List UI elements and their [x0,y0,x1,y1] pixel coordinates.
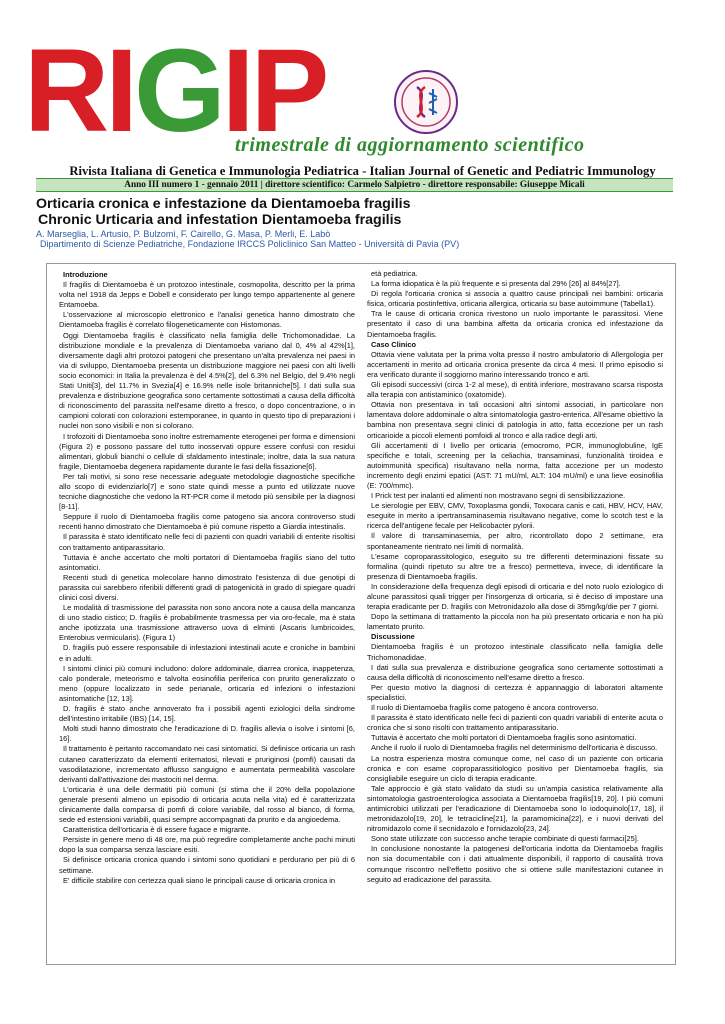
paragraph: La forma idiopatica è la più frequente e si presenta dal 29% [26] al 84%[27]. [371,279,621,289]
paragraph: Il ruolo di Dientamoeba fragilis come patogeno è ancora controverso. [371,703,599,713]
paragraph: I sintomi clinici più comuni includono: dolore addominale, diarrea cronica, inappetenza, calo ponderale, meteorismo e talvolta eosinofilia periferica con prurito generalizzato o meno (oppure localizzato in sede perianale, orticaria ed infezioni o infestazioni asintomatiche [12, 13]. [59,663,355,703]
paragraph: I Prick test per inalanti ed alimenti non mostravano segni di sensibilizzazione. [371,491,626,501]
paragraph: D. fragilis può essere responsabile di infestazioni intestinali acute e croniche in bambini e in adulti. [59,643,355,663]
paragraph: In considerazione della frequenza degli episodi di orticaria e del noto ruolo eziologico di alcune parassitosi quali trigger per l'insorgenza di orticaria, si è deciso di impostare una terapia eradicante per D. fragilis con Metronidazolo alla dose di 35mg/kg/die per 7 giorni. [367,581,663,612]
paragraph: Di regola l'orticaria cronica si associa a quattro cause principali nei bambini: orticaria fisica, orticaria postinfettiva, orticaria allergica, orticaria su base autoimmune (Tabella1). [367,289,663,309]
paragraph: Tuttavia è accertato che molti portatori di Dientamoeba fragilis sono asintomatici. [371,733,637,743]
paragraph: Ottavia viene valutata per la prima volta presso il nostro ambulatorio di Allergologia per accertamenti in merito ad orticaria cronica presente da circa 4 mesi. Il primo episodio si era verificato durante il soggiorno marino interessando tronco e arti. [367,349,663,379]
paragraph: I trofozoiti di Dientamoeba sono inoltre estremamente eterogenei per forma e dimensioni (Figura 2) e possono passare del tutto inosservati oppure essere confusi con residui alimentari, globuli bianchi o cellule di sfaldamento intestinale; inoltre, data la sua natura fragile, Dientamoeba degenera rapidamente durante le fasi della fissazione[6]. [59,431,355,471]
paragraph: Il fragilis di Dientamoeba è un protozoo intestinale, cosmopolita, descritto per la prima volta nel 1918 da Jepps e Dobell e considerato per lungo tempo appartenente al genere Entamoeba. [59,280,355,310]
paragraph: D. fragilis è stato anche annoverato fra i possibili agenti eziologici della sindrome dell'intestino irritabile (IBS) [14, 15]. [59,704,355,724]
paragraph: Dientamoeba fragilis è un protozoo intestinale classificato nella famiglia delle Trichomonadidae. [367,642,663,662]
paragraph: Gli accertamenti di I livello per orticaria (emocromo, PCR, immunoglobuline, IgE specifiche e totali, screening per la celiachia, transaminasi, funzionalità tiroidea e autoimmunità specifica) risultavano nella norma, fatta accezione per un modesto incremento degli enzimi epatici (AST: 71 mU/ml, ALT: 104 mU/ml) e una lieve eosinofilia (E: 700/mmc). [367,440,663,490]
paragraph: Il valore di transaminasemia, per altro, ricontrollato dopo 2 settimane, era spontaneamente rientrato nei limiti di normalità. [367,531,663,551]
paragraph: E' difficile stabilire con certezza quali siano le principali cause di orticaria cronica in [63,875,336,885]
logo-wordmark: RIGIP [24,25,326,157]
paragraph: Anche il ruolo il ruolo di Dientamoeba fragilis nel determinismo dell'orticaria è discusso. [371,743,658,753]
paragraph: Molti studi hanno dimostrato che l'eradicazione di D. fragilis allevia o isolve i sintomi [6, 16]. [59,724,355,744]
paragraph: età pediatrica. [371,269,418,278]
paragraph: Il parassita è stato identificato nelle feci di pazienti con quadri variabili di enterite risoltisi con trattamento antiparassitario. [59,532,355,552]
paragraph: Si definisce orticaria cronica quando i sintomi sono quotidiani e perdurano per più di 6 settimane. [59,855,355,875]
article-body [46,263,676,965]
section-heading-introduction: Introduzione [63,270,108,279]
paragraph: Le modalità di trasmissione del parassita non sono ancora note a causa della mancanza di uno stadio cistico; D. fragilis è probabilmente trasmessa per via oro-fecale, ma è stata anche ipotizzata una trasmissione attraverso uova di elminti (Ascaris lumbricoides, Enterobius vermicularis). (Figura 1) [59,603,355,643]
dna-emblem-icon [394,70,458,134]
journal-title: Rivista Italiana di Genetica e Immunologia Pediatrica - Italian Journal of Genetic and Pediatric Immunology [69,164,656,178]
paragraph: Il trattamento è pertanto raccomandato nei casi sintomatici. Si definisce orticaria un rash cutaneo caratterizzato da elementi eritematosi, rilevati e pruriginosi (pomfi) causati da vasodilatazione, incrementato afflusso sanguigno e aumentata permeabilità vascolare derivanti dall'attivazione dei mastociti nel derma. [59,744,355,784]
paragraph: Dopo la settimana di trattamento la piccola non ha più presentato orticaria e non ha più lamentato prurito. [367,612,663,632]
paragraph: L'esame coproparassitologico, eseguito su tre differenti determinazioni fissate su formalina (quindi ripetuto su altre tre a fresco) permetteva, invece, di identificare la presenza di Dientamoeba fragilis. [367,551,663,581]
paragraph: Ottavia non presentava in tali occasioni altri sintomi associati, in particolare non lamentava dolore addominale o altra sintomatologia gastro-enterica. All'esame obiettivo la bambina non presentava segni clinici di patologia in atto, fatta eccezione per un rash orticarioide a piccoli elementi pomfoidi al tronco e alla radice degli arti. [367,400,663,440]
paragraph: Sono state utilizzate con successo anche terapie combinate di questi farmaci[25]. [371,834,639,844]
paragraph: L'orticaria è una delle dermatiti più comuni (si stima che il 20% della popolazione generale presenti almeno un episodio di orticaria acuta nella vita) ed è caratterizzata clinicamente dalla comparsa di pomfi di colore variabile, dal rosso al bianco, di forma, sede ed estensioni variabili, quasi sempre accompagnati da prurito e da angioedema. [59,784,355,825]
paragraph: La nostra esperienza mostra comunque come, nel caso di un paziente con orticaria cronica e con esame coproparassitiologico positivo per Dientamoeba fragilis, sia consigliabile eseguire un ciclo di terapia eradicante. [367,753,663,783]
section-heading-case: Caso Clinico [371,339,417,349]
paragraph: Il parassita è stato identificato nelle feci di pazienti con quadri variabili di enterite acuta o cronica che si sono risolti con trattamento antiparassitario. [367,713,663,733]
paragraph: Recenti studi di genetica molecolare hanno dimostrato l'esistenza di due genotipi di parassita cui sarebbero riferibili differenti gradi di patogenicità in grado di spiegare quadri clinici così diversi. [59,572,355,602]
paragraph: Persiste in genere meno di 48 ore, ma può regredire completamente anche pochi minuti dopo la sua comparsa senza lasciare esiti. [59,835,355,855]
paragraph: Oggi Dientamoeba fragilis è classificato nella famiglia delle Trichomonadidae. La distribuzione mondiale e la prevalenza di Dientamoeba variano dal 0, 4% al 42%[1], diversamente dagli altri protozoi patogeni che presentano un'alta prevalenza nei paesi in via di sviluppo, Dientamoeba presenta un distribuzione maggiore nei paesi con alti livelli socio economici: in Italia la prevalenza è del 4.5%[2], del 6.3% nel Belgio, del 9.4% negli Stati Uniti[3], del 11.7% in Svezia[4] e 16.9% nelle isole britanniche[5]. I dati sulla sua prevalenza e distribuzione geografica sono certamente sottostimati a causa della difficoltà di riconoscimento del parassita nell'esame diretto a fresco, o dopo concentrazione, o in campioni colorati con colorazioni estemporanee, in quanto in questo tipo di preparazioni i nuclei non sono visibili e non si colorano. [59,330,355,431]
paragraph: Seppure il ruolo di Dientamoeba fragilis come patogeno sia ancora controverso studi recenti hanno dimostrato che Dientamoeba è più comune rispetto a Giardia intestinalis. [59,512,355,532]
paragraph: Tale approccio è già stato validato da studi su un'ampia casistica relativamente alla sintomatologia gastroenterologica associata a Dientamoeba fragilis[19, 20]. I più comuni antimicrobici utilizzati per l'eradicazione di Dientamoeba sono lo iodoquinolo[17, 18], il metronidazolo[19, 20], le tetracicline[21], la paramomicina[22], e i nuovi derivati del nitromidazolo come il secnidazolo e l'ornidazolo[23, 24]. [367,783,663,834]
article-title-english: Chronic Urticaria and infestation Dientamoeba fragilis [38,212,402,228]
article-authors: A. Marseglia, L. Artusio, P. Bulzomì, F. Cairello, G. Masa, P. Merli, E. Labò [36,229,331,239]
paragraph: Le sierologie per EBV, CMV, Toxoplasma gondii, Toxocara canis e cati, HBV, HCV, HAV, eseguite in merito a ipertransaminasemia risultavano negative, come lo scotch test e la ricerca dell'antigene fecale per Helicobacter pylorii. [367,501,663,531]
article-affiliation: Dipartimento di Scienze Pediatriche, Fondazione IRCCS Policlinico San Matteo - Università di Pavia (PV) [40,239,460,249]
journal-logo [20,25,670,162]
paragraph: Per tali motivi, si sono rese necessarie adeguate metodologie diagnostiche specifiche allo scopo di evidenziarlo[7] e sono state quindi messe a punto ed utilizzate nuove tecniche diagnostiche che vedono la RT-PCR come il metodo più sensibile per la diagnosi [8-11]. [59,471,355,512]
article-title-italian: Orticaria cronica e infestazione da Dientamoeba fragilis [36,196,411,212]
paragraph: I dati sulla sua prevalenza e distribuzione geografica sono certamente sottostimati a causa della difficoltà di riconoscimento nell'esame diretto a fresco. [367,662,663,682]
paragraph: Per questo motivo la diagnosi di certezza è appannaggio di laboratori altamente specialistici. [367,682,663,702]
paragraph: L'osservazione al microscopio elettronico e l'analisi genetica hanno dimostrato che Dientamoeba fragilis è correlato filogeneticamente con Histomonas. [59,310,355,330]
section-heading-discussion: Discussione [371,632,415,642]
paragraph: Caratteristica dell'orticaria è di essere fugace e migrante. [63,825,251,835]
paragraph: In conclusione nonostante la patogenesi dell'orticaria indotta da Dientamoeba fragilis non sia documentabile con i dati attualmente disponibili, il rapporto di causalità trova comunque riscontro nell'effetto positivo che si ottiene sulle manifestazioni cutanee in seguito ad eradicazione del parassita. [367,844,663,884]
paragraph: Gli episodi successivi (circa 1-2 al mese), di entità inferiore, mostravano scarsa risposta alla terapia con antistaminico (oxatomide). [367,380,663,400]
right-column [367,269,663,885]
paragraph: Tra le cause di orticaria cronica rivestono un ruolo importante le parassitosi. Viene presentato il caso di una bambina affetta da orticaria cronica ed infestazione da Dientamoeba fragilis. [367,309,663,339]
left-column [59,270,355,886]
issue-bar: Anno III numero 1 - gennaio 2011 | direttore scientifico: Carmelo Salpietro - direttore responsabile: Giuseppe Micali [36,178,673,192]
logo-tagline: trimestrale di aggiornamento scientifico [235,134,585,156]
paragraph: Tuttavia è anche accertato che molti portatori di Dientamoeba fragilis siano del tutto asintomatici. [59,552,355,572]
